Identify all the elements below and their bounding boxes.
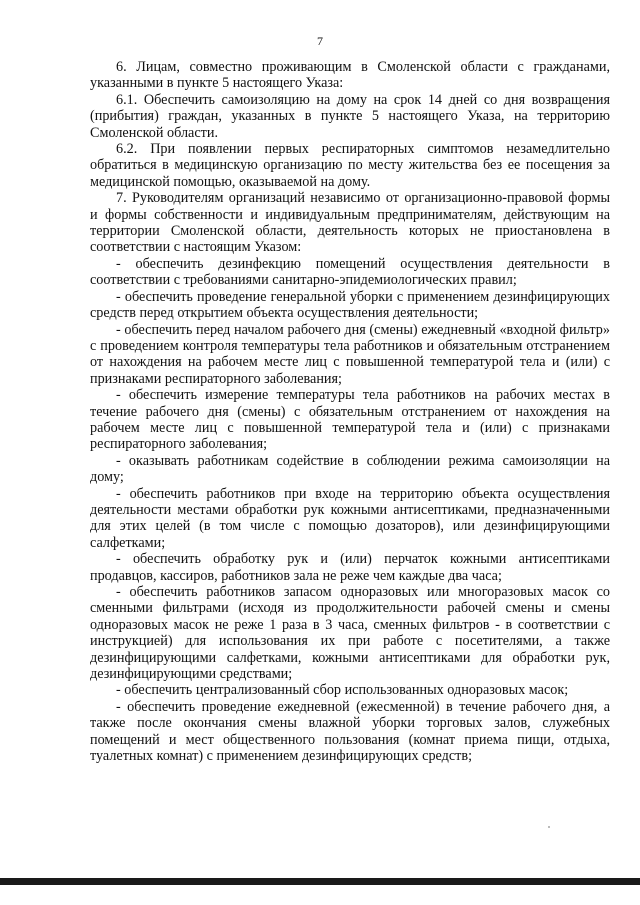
paragraph-7: 7. Руководителям организаций независимо от организационно-правовой формы и формы собственности и индивидуальным предпринимателям, действующим на территории Смоленской области, деятельность которых не приостановлена в соответствии с настоящим Указом: bbox=[90, 190, 610, 256]
document-body bbox=[90, 59, 610, 764]
paragraph-6: 6. Лицам, совместно проживающим в Смоленской области с гражданами, указанными в пункте 5 настоящего Указа: bbox=[90, 59, 610, 92]
list-item-entry-filter: - обеспечить перед началом рабочего дня (смены) ежедневный «входной фильтр» с проведением контроля температуры тела работников и обязательным отстранением от нахождения на рабочем месте лиц с повышенной температурой тела и (или) с признаками респираторного заболевания; bbox=[90, 321, 610, 387]
list-item-mask-collection: - обеспечить централизованный сбор использованных одноразовых масок; bbox=[116, 682, 569, 699]
list-item-disinfection: - обеспечить дезинфекцию помещений осуществления деятельности в соответствии с требованиями санитарно-эпидемиологических правил; bbox=[90, 255, 610, 289]
scan-speck bbox=[548, 826, 550, 828]
scan-bottom-edge bbox=[0, 878, 640, 885]
list-item-wet-cleaning: - обеспечить проведение ежедневной (ежесменной) в течение рабочего дня, а также после окончания смены влажной уборки торговых залов, служебных помещений и мест общественного пользования (комнат приема пищи, отдыха, туалетных комнат) с применением дезинфицирующих средств; bbox=[90, 698, 610, 765]
list-item-general-cleaning: - обеспечить проведение генеральной уборки с применением дезинфицирующих средств перед открытием объекта осуществления деятельности; bbox=[90, 288, 610, 322]
list-item-temperature: - обеспечить измерение температуры тела работников на рабочих местах в течение рабочего дня (смены) с обязательным отстранением от нахождения на рабочем месте лиц с повышенной температурой тела и (или) с признаками респираторного заболевания; bbox=[90, 387, 610, 453]
page-number: 7 bbox=[317, 34, 323, 48]
list-item-self-isolation: - оказывать работникам содействие в соблюдении режима самоизоляции на дому; bbox=[90, 452, 610, 486]
list-item-hand-treatment: - обеспечить обработку рук и (или) перчаток кожными антисептиками продавцов, кассиров, работников зала не реже чем каждые два часа; bbox=[90, 551, 610, 584]
paragraph-6-1: 6.1. Обеспечить самоизоляцию на дому на срок 14 дней со дня возвращения (прибытия) граждан, указанных в пункте 5 настоящего Указа, на территорию Смоленской области. bbox=[90, 91, 610, 141]
list-item-masks: - обеспечить работников запасом одноразовых или многоразовых масок со сменными фильтрами (исходя из продолжительности рабочей смены и смены одноразовых масок не реже 1 раза в 3 часа, сменных фильтров - в соответствии с инструкцией) для использования их при работе с посетителями, а также дезинфицирующими салфетками, кожными антисептиками для обработки рук, дезинфицирующими средствами; bbox=[90, 584, 610, 683]
list-item-hand-stations: - обеспечить работников при входе на территорию объекта осуществления деятельности местами обработки рук кожными антисептиками, предназначенными для этих целей (в том числе с помощью дозаторов), или дезинфицирующими салфетками; bbox=[90, 485, 610, 551]
paragraph-6-2: 6.2. При появлении первых респираторных симптомов незамедлительно обратиться в медицинскую организацию по месту жительства без ее посещения за медицинской помощью, оказываемой на дому. bbox=[90, 141, 610, 190]
